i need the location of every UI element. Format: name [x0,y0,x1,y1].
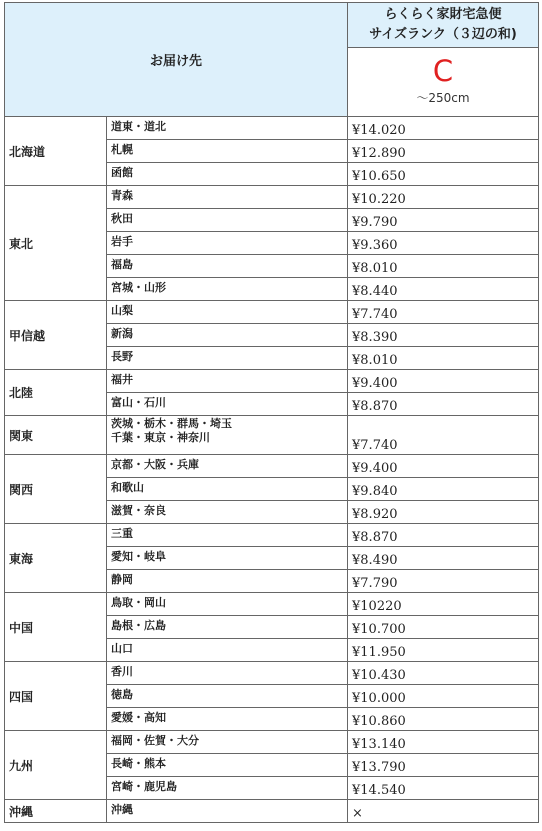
price-cell: ¥8.440 [348,278,539,301]
price-cell: ¥7.790 [348,570,539,593]
table-row [5,731,539,754]
area-line: 沖縄 [111,803,133,816]
area-line: 長野 [111,350,133,363]
table-row [5,186,539,209]
area-name [107,255,348,278]
region-name: 沖縄 [5,800,107,823]
price-cell: ¥10.700 [348,616,539,639]
area-line: 京都・大阪・兵庫 [111,458,199,471]
area-name [107,347,348,370]
area-name [107,708,348,731]
area-name [107,593,348,616]
region-name: 北海道 [5,117,107,186]
area-name [107,393,348,416]
area-line: 富山・石川 [111,396,166,409]
price-cell: ¥8.870 [348,524,539,547]
size-rank-label: サイズランク（３辺の和) [369,27,517,42]
service-name: らくらく家財宅急便 [384,7,502,22]
price-cell: ¥7.740 [348,301,539,324]
price-cell: ¥13.140 [348,731,539,754]
area-name [107,478,348,501]
area-name [107,209,348,232]
area-name [107,501,348,524]
area-name [107,117,348,140]
area-line: 山口 [111,642,133,655]
region-name: 北陸 [5,370,107,416]
rank-cell [348,48,539,117]
area-name [107,754,348,777]
area-name [107,186,348,209]
area-line: 愛知・岐阜 [111,550,166,563]
area-line: 青森 [111,189,133,202]
area-line: 宮城・山形 [111,281,166,294]
price-cell: ¥12.890 [348,140,539,163]
area-line: 福井 [111,373,133,386]
region-name: 東海 [5,524,107,593]
area-name [107,232,348,255]
price-cell: ¥11.950 [348,639,539,662]
area-line: 長崎・熊本 [111,757,166,770]
area-line: 宮崎・鹿児島 [111,780,177,793]
area-line: 札幌 [111,143,133,156]
region-name: 中国 [5,593,107,662]
price-cell: ¥10.430 [348,662,539,685]
area-line: 道東・道北 [111,120,166,133]
area-line: 福岡・佐賀・大分 [111,734,199,747]
price-cell: ¥8.010 [348,255,539,278]
table-row [5,455,539,478]
price-cell: ¥9.400 [348,370,539,393]
table-row [5,370,539,393]
area-name [107,370,348,393]
area-name [107,547,348,570]
area-line: 徳島 [111,688,133,701]
price-cell: ¥9.840 [348,478,539,501]
area-line: 新潟 [111,327,133,340]
table-row [5,416,539,455]
table-row [5,593,539,616]
price-cell: ¥7.740 [348,416,539,455]
price-cell: ¥8.390 [348,324,539,347]
price-cell: ¥14.020 [348,117,539,140]
price-cell: ¥14.540 [348,777,539,800]
area-name [107,455,348,478]
area-line: 和歌山 [111,481,144,494]
table-row [5,524,539,547]
area-line: 茨城・栃木・群馬・埼玉 [111,417,232,430]
price-cell: ¥9.400 [348,455,539,478]
area-name [107,639,348,662]
price-cell: ¥10.650 [348,163,539,186]
area-name [107,800,348,823]
region-name: 東北 [5,186,107,301]
area-name [107,163,348,186]
rank-size: ～250cm [416,91,470,105]
area-line: 愛媛・高知 [111,711,166,724]
area-line: 函館 [111,166,133,179]
area-name [107,777,348,800]
area-line: 山梨 [111,304,133,317]
region-name: 関東 [5,416,107,455]
area-line: 岩手 [111,235,133,248]
area-name [107,140,348,163]
area-line: 滋賀・奈良 [111,504,166,517]
price-cell: ¥10.000 [348,685,539,708]
price-cell: ¥9.790 [348,209,539,232]
price-cell: ¥13.790 [348,754,539,777]
price-cell: ¥10220 [348,593,539,616]
area-line: 香川 [111,665,133,678]
area-name [107,278,348,301]
price-cell: × [348,800,539,823]
price-cell: ¥8.010 [348,347,539,370]
area-name [107,685,348,708]
destination-header: お届け先 [5,3,348,117]
rate-table [4,2,539,823]
price-cell: ¥8.920 [348,501,539,524]
area-line: 福島 [111,258,133,271]
area-name [107,416,348,455]
area-line: 秋田 [111,212,133,225]
area-line: 島根・広島 [111,619,166,632]
region-name: 四国 [5,662,107,731]
area-line: 鳥取・岡山 [111,596,166,609]
price-cell: ¥10.220 [348,186,539,209]
region-name: 九州 [5,731,107,800]
rank-letter: C [432,54,454,88]
area-line: 三重 [111,527,133,540]
table-row [5,662,539,685]
area-name [107,662,348,685]
price-cell: ¥8.870 [348,393,539,416]
area-name [107,524,348,547]
table-row [5,301,539,324]
region-name: 関西 [5,455,107,524]
area-name [107,731,348,754]
area-name [107,301,348,324]
area-name [107,570,348,593]
price-cell: ¥8.490 [348,547,539,570]
area-line: 静岡 [111,573,133,586]
area-name [107,324,348,347]
area-line: 千葉・東京・神奈川 [111,431,210,444]
table-row [5,117,539,140]
table-row [5,800,539,823]
region-name: 甲信越 [5,301,107,370]
price-cell: ¥9.360 [348,232,539,255]
price-cell: ¥10.860 [348,708,539,731]
area-name [107,616,348,639]
service-header [348,3,539,48]
